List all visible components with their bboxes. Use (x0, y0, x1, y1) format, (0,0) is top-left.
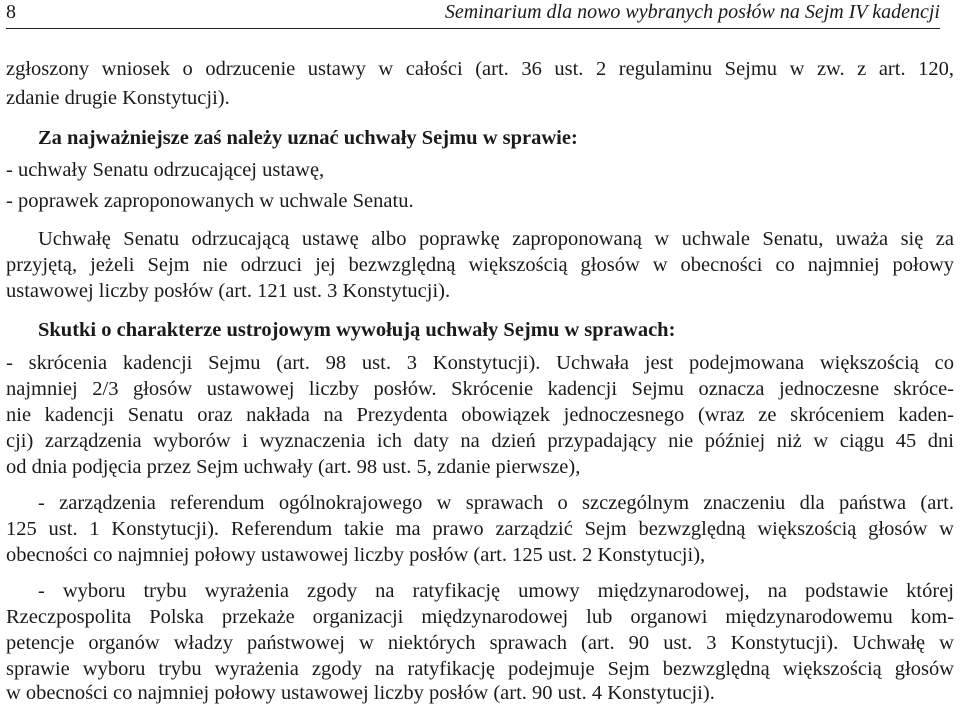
text-line: cji) zarządzenia wyborów i wyznaczenia ich daty na dzień przypadający nie później niż w ciągu 45 dni (6, 430, 954, 452)
text-line: sprawie wyboru trybu wyrażenia zgody na ratyfikację podejmuje Sejm bezwzględną większością głosów (6, 658, 954, 680)
text-line: ustawowej liczby posłów (art. 121 ust. 3 Konstytucji). (6, 280, 451, 302)
text-line: nie kadencji Senatu oraz nakłada na Prezydenta obowiązek jednoczesnego (wraz ze skróceniem kaden- (6, 404, 954, 426)
text-line: od dnia podjęcia przez Sejm uchwały (art. 98 ust. 5, zdanie pierwsze), (6, 456, 581, 478)
section-heading: Skutki o charakterze ustrojowym wywołują uchwały Sejmu w sprawach: (38, 319, 676, 341)
list-item: - zarządzenia referendum ogólnokrajowego w sprawach o szczególnym znaczeniu dla państwa (art. (38, 492, 954, 514)
text-line: najmniej 2/3 głosów ustawowej liczby posłów. Skrócenie kadencji Sejmu oznacza jednoczesne skróce- (6, 378, 954, 400)
text-line: obecności co najmniej połowy ustawowej liczby posłów (art. 125 ust. 2 Konstytucji), (6, 544, 706, 566)
running-title: Seminarium dla nowo wybranych posłów na Sejm IV kadencji (444, 1, 940, 23)
text-line: 125 ust. 1 Konstytucji). Referendum takie ma prawo zarządzić Sejm bezwzględną większością głosów w (6, 518, 954, 540)
page-number: 8 (6, 1, 16, 23)
text-line: zdanie drugie Konstytucji). (6, 87, 230, 109)
list-item: - wyboru trybu wyrażenia zgody na ratyfikację umowy międzynarodowej, na podstawie której (38, 580, 954, 602)
list-item: - uchwały Senatu odrzucającej ustawę, (6, 159, 325, 181)
text-line: Rzeczpospolita Polska przekaże organizacji międzynarodowej lub organowi międzynarodowemu kom- (6, 606, 954, 628)
text-line: w obecności co najmniej połowy ustawowej liczby posłów (art. 90 ust. 4 Konstytucji). (6, 682, 715, 704)
text-line: petencje organów władzy państwowej w niektórych sprawach (art. 90 ust. 3 Konstytucji). Uchwałę w (6, 632, 954, 654)
text-line: Uchwałę Senatu odrzucającą ustawę albo poprawkę zaproponowaną w uchwale Senatu, uważa się za (38, 228, 954, 250)
text-line: przyjętą, jeżeli Sejm nie odrzuci jej bezwzględną większością głosów w obecności co najmniej połowy (6, 254, 954, 276)
text-line: zgłoszony wniosek o odrzucenie ustawy w całości (art. 36 ust. 2 regulaminu Sejmu w zw. z art. 120, (6, 58, 954, 80)
list-item: - skrócenia kadencji Sejmu (art. 98 ust. 3 Konstytucji). Uchwała jest podejmowana większością co (6, 352, 954, 374)
section-heading: Za najważniejsze zaś należy uznać uchwały Sejmu w sprawie: (38, 127, 578, 149)
list-item: - poprawek zaproponowanych w uchwale Senatu. (6, 190, 414, 212)
running-header (6, 0, 940, 29)
